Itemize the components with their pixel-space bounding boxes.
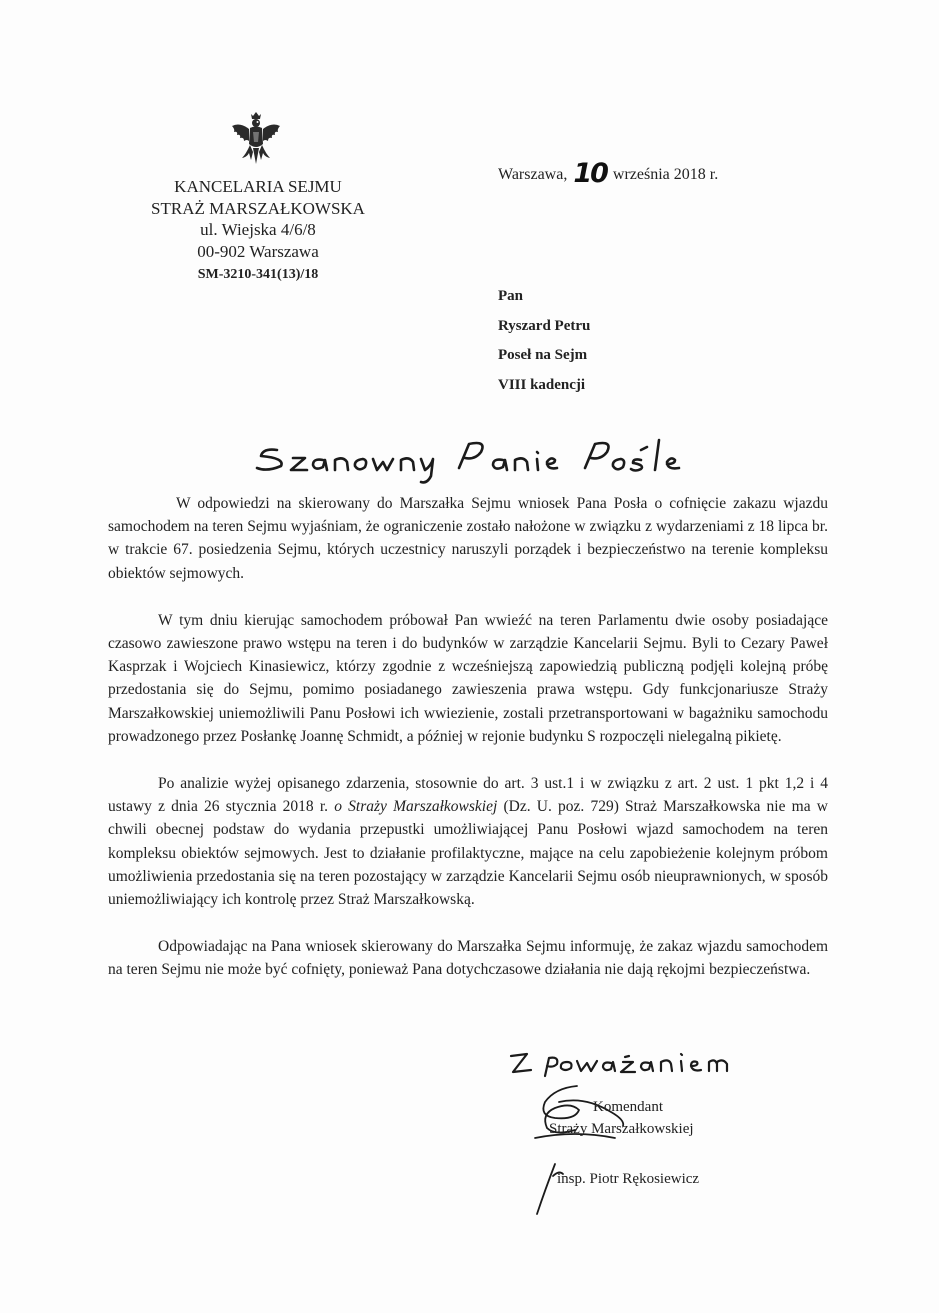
date-day-handwritten: 10 — [573, 158, 607, 189]
reference-number: SM-3210-341(13)/18 — [197, 267, 319, 282]
letterhead-street: ul. Wiejska 4/6/8 — [200, 220, 316, 239]
date-place: Warszawa, — [498, 166, 568, 183]
signature-block — [545, 1096, 699, 1190]
recipient-name: Ryszard Petru — [498, 317, 591, 334]
paragraph-3-part-2: (Dz. U. poz. 729) Straż Marszałkowska nie ma w chwili obecnej podstaw do wydania przepustki umożliwiającej Panu Posłowi wjazd samochodem na teren kompleksu obiektów sejmowych. Jest to działanie profilaktyczne, mające na celu zapobieżenie kolejnym próbom umożliwienia przedostania się na teren pozostający w zarządzie Kancelarii Sejmu osób nieuprawnionych, w sposób uniemożliwiający ich kontrolę przez Straż Marszałkowską. — [108, 798, 828, 909]
letter-body — [108, 492, 828, 982]
paragraph-3 — [108, 772, 828, 911]
signatory-title-1: Komendant — [593, 1099, 663, 1115]
handwritten-regards — [505, 1044, 735, 1084]
paragraph-3-part-1: Po analizie wyżej opisanego zdarzenia, stosownie do art. 3 ust.1 i w związku z art. 2 ust. 1 pkt 1,2 i 4 ustawy z dnia 26 stycznia 2018 r. — [108, 775, 828, 816]
paragraph-1: W odpowiedzi na skierowany do Marszałka Sejmu wniosek Pana Posła o cofnięcie zakazu wjazdu samochodem na teren Sejmu wyjaśniam, że ograniczenie zostało nałożone w związku z wydarzeniami z 18 lipca br. w trakcie 67. posiedzenia Sejmu, których uczestnicy naruszyli porządek i bezpieczeństwo na terenie kompleksu obiektów sejmowych. — [108, 495, 828, 582]
signatory-name: insp. Piotr Rękosiewicz — [557, 1171, 700, 1187]
date-rest: września 2018 r. — [612, 166, 719, 183]
signatory-title-2: Straży Marszałkowskiej — [549, 1121, 694, 1137]
dateline — [498, 158, 718, 189]
letterhead-city: 00-902 Warszawa — [197, 241, 319, 261]
paragraph-2: W tym dniu kierując samochodem próbował Pan wwieźć na teren Parlamentu dwie osoby posiadające czasowo zawieszone prawo wstępu na teren i do budynków w zarządzie Kancelarii Sejmu. Byli to Cezary Paweł Kasprzak i Wojciech Kinasiewicz, którzy zgodnie z wcześniejszą zapowiedzią publiczną podjęli kolejną próbę przedostania się do Sejmu, pomimo posiadanego zawieszenia prawa wstępu. Gdy funkcjonariusze Straży Marszałkowskiej uniemożliwili Panu Posłowi ich wwiezienie, zostali przetransportowani w bagażniku samochodu prowadzonego przez Posłankę Joannę Schmidt, a później w rejonie budynku S rozpoczęli nielegalną pikietę. — [108, 611, 828, 745]
recipient-line-1: Pan — [498, 288, 524, 304]
handwritten-salutation — [255, 432, 695, 492]
letterhead-chancellery: KANCELARIA SEJMU — [174, 177, 342, 196]
recipient-block — [498, 282, 590, 400]
recipient-term: VIII kadencji — [498, 376, 586, 393]
recipient-title: Poseł na Sejm — [498, 347, 588, 363]
paragraph-4: Odpowiadając na Pana wniosek skierowany do Marszałka Sejmu informuję, że zakaz wjazdu samochodem na teren Sejmu nie może być cofnięty, ponieważ Pana dotychczasowe działania nie dają rękojmi bezpieczeństwa. — [108, 938, 828, 979]
letterhead — [118, 176, 398, 286]
letterhead-guard: STRAŻ MARSZAŁKOWSKA — [151, 198, 365, 218]
statute-title: o Straży Marszałkowskiej — [334, 798, 498, 816]
polish-eagle-emblem-icon — [226, 110, 286, 170]
